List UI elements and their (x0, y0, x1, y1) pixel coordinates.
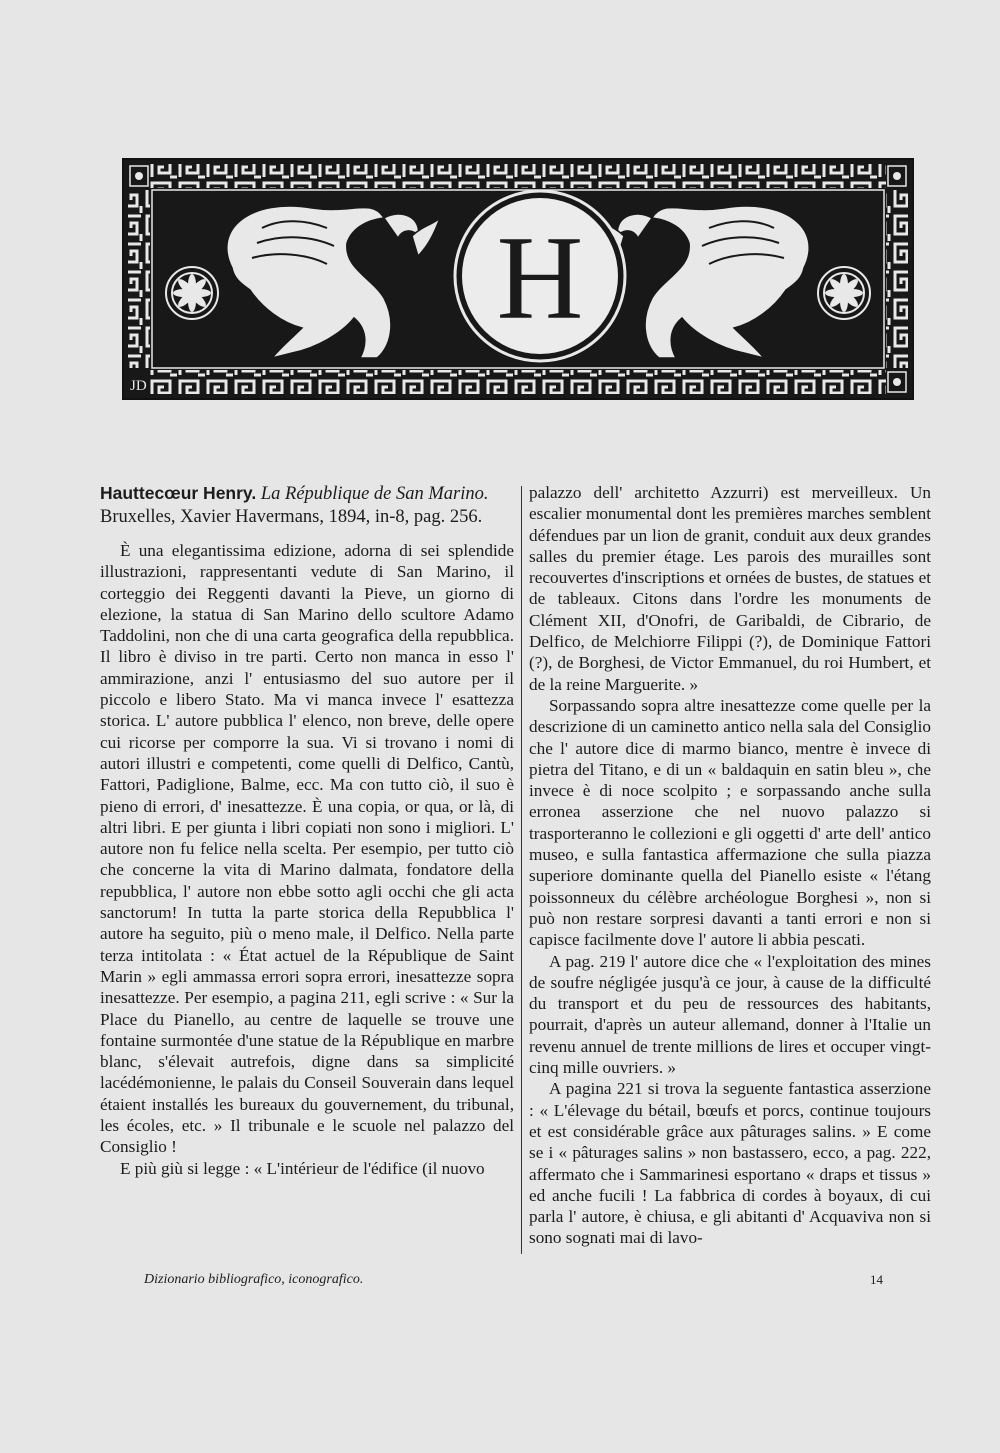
monogram: JD (130, 378, 147, 394)
griffin-banner-illustration (122, 158, 914, 400)
right-column (529, 482, 931, 1249)
paragraph: A pagina 221 si trova la seguente fantastica asserzione : « L'élevage du bétail, bœufs et porcs, continue toujours et est considérable grâce aux pâturages salins. » E come se i « pâturages salins » non bastassero, ecco, a pag. 222, affermato che i Sammarinesi esportano « draps et tissus » ed anche fucili ! La fabbrica di cordes à boyaux, di cui parla l' autore, è chiusa, e gli abitanti d' Acquaviva non si sono sognati mai di lavo- (529, 1079, 931, 1248)
paragraph: palazzo dell' architetto Azzurri) est merveilleux. Un escalier monumental dont les premières marches semblent défendues par un lion de granit, conduit aux deux grandes salles du premier étage. Les parois des murailles sont recouvertes d'inscriptions et ornées de bustes, de statues et de tableaux. Citons dans l'ordre les monuments de Clément XII, d'Onofri, de Garibaldi, de Cibrario, de Delfico, de Melchiorre Filippi (?), de Dominique Fattori (?), de Borghesi, de Victor Emmanuel, du roi Humbert, et de la reine Marguerite. » (529, 483, 931, 694)
page-number: 14 (870, 1272, 883, 1287)
column-divider (521, 486, 522, 1254)
paragraph: È una elegantissima edizione, adorna di sei splendide illustrazioni, rappresentanti vedute di San Marino, il corteggio dei Reggenti davanti la Pieve, un giorno di elezione, la statua di San Marino dello scultore Adamo Taddolini, non che di una carta geografica della repubblica. Il libro è diviso in tre parti. Certo non manca in esso l' ammirazione, anzi l' entusiasmo del suo autore per il piccolo e libero Stato. Ma vi manca invece l' esattezza storica. L' autore pubblica l' elenco, non breve, delle opere cui ricorse per comporre la sua. Vi si trovano i nomi di autori illustri e competenti, come quelli di Delfico, Cantù, Fattori, Padiglione, Balme, ecc. Ma con tutto ciò, il suo è pieno di errori, d' inesattezze. È una copia, or qua, or là, di altri libri. E per giunta i libri copiati non sono i migliori. L' autore non fu felice nella scelta. Per esempio, per tutto ciò che concerne la vita di Marino dalmata, fondatore della repubblica, l' autore non ebbe sotto agli occhi che gli acta sanctorum! In tutta la parte storica della Repubblica l' autore ha seguito, più o meno male, il Delfico. Nella parte terza intitolata : « État actuel de la République de Saint Marin » egli ammassa errori sopra errori, inesattezze sopra inesattezze. Per esempio, a pagina 211, egli scrive : « Sur la Place du Pianello, au centre de laquelle se trouve une fontaine surmontée d'une statue de la République en marbre blanc, s'élevait autrefois, digne dans sa simplicité lacédémonienne, le palais du Conseil Souverain dans lequel étaient installés les bureaux du gouvernement, du tribunal, les écoles, etc. » Il tribunale e le scuole nel palazzo del Consiglio ! (100, 541, 514, 1157)
initial-letter: H (496, 211, 584, 344)
entry-author: Hauttecœur Henry. (100, 483, 257, 503)
entry-heading (100, 482, 514, 528)
paragraph: A pag. 219 l' autore dice che « l'exploitation des mines de soufre négligée jusqu'à ce jour, à cause de la difficulté du transport et du peu de ressources des habitants, pourrait, d'après un auteur allemand, donner à l'Italie un revenu annuel de trente millions de lires et occuper vingt-cinq mille ouvriers. » (529, 951, 931, 1078)
entry-publication: Bruxelles, Xavier Havermans, 1894, in-8, pag. 256. (100, 506, 483, 527)
signature-note: Dizionario bibliografico, iconografico. (144, 1272, 364, 1287)
paragraph: Sorpassando sopra altre inesattezze come quelle per la descrizione di un caminetto antico nella sala del Consiglio che l' autore dice di marmo bianco, mentre è invece di pietra del Titano, e di un « baldaquin en satin bleu », che invece è di noce scolpito ; e sorpassando anche sulla erronea asserzione che nel nuovo palazzo si trasporteranno le collezioni e gli oggetti d' arte dell' antico museo, e sulla fantastica affermazione che sulla piazza superiore dominante quella del Pianello esiste « l'étang poissonneux du célèbre archéologue Borghesi », non si può non restare sorpresi davanti a tanti errori e non si capisce facilmente dove l' autore li abbia pescati. (529, 695, 931, 950)
entry-title: La République de San Marino. (260, 484, 489, 504)
decorative-banner (122, 158, 914, 400)
paragraph: E più giù si legge : « L'intérieur de l'édifice (il nuovo (120, 1158, 485, 1178)
left-column (100, 482, 514, 1179)
